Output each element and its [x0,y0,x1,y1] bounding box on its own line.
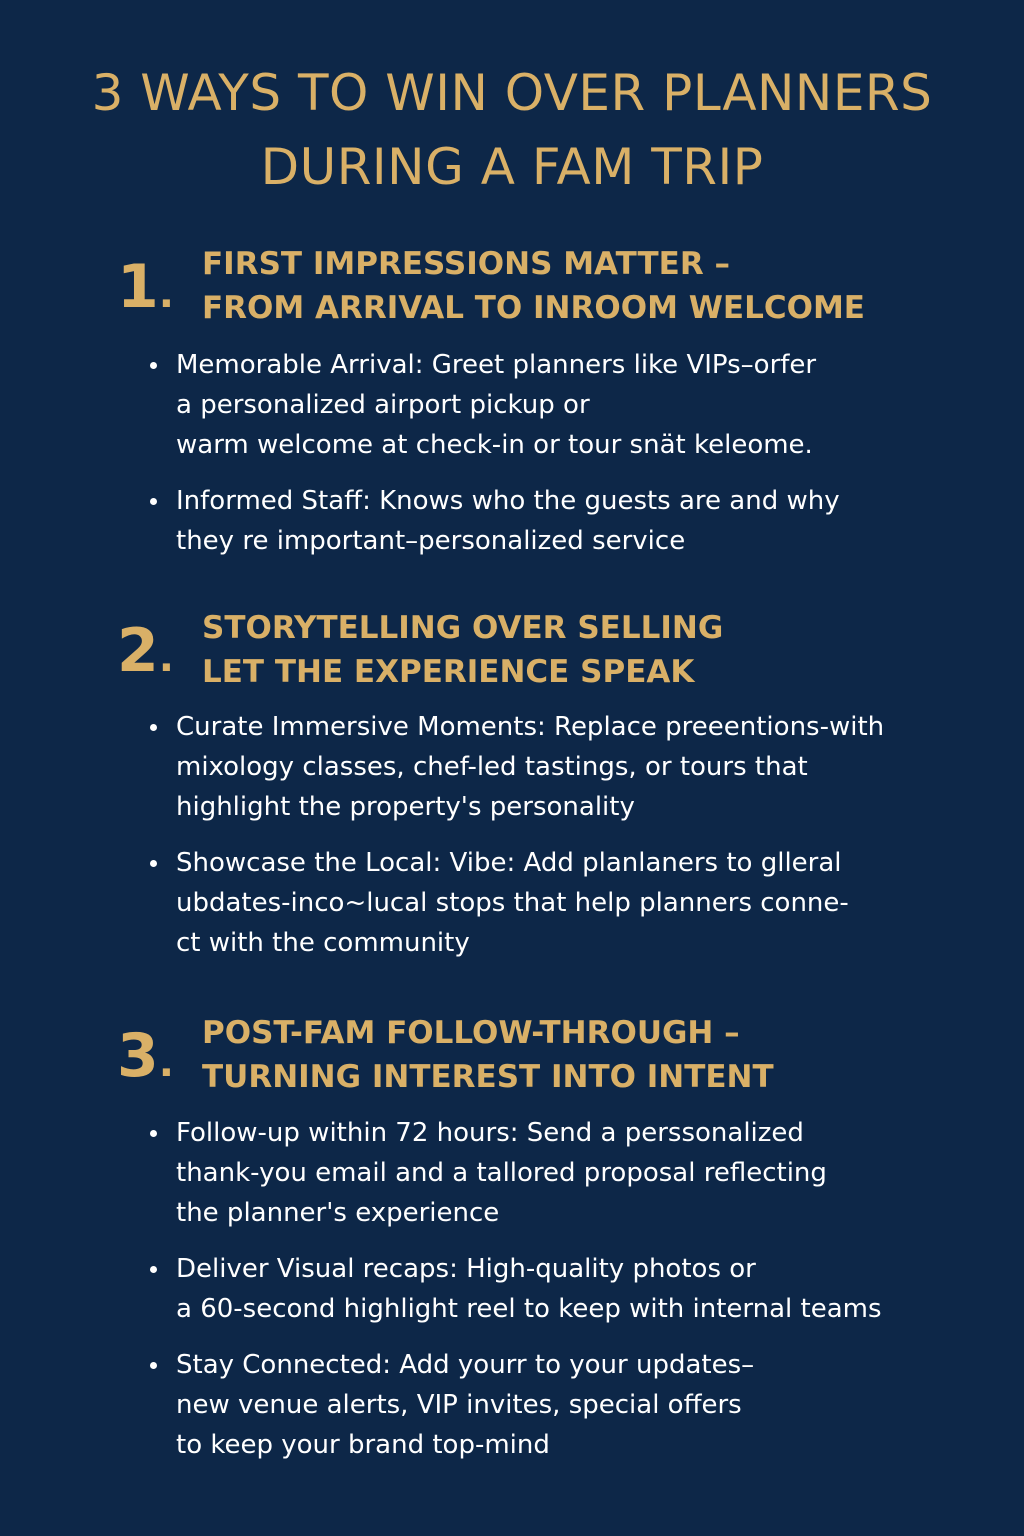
bullet-line: they re important–personalized service [176,526,686,556]
section-1-header [0,242,1024,342]
bullet-line: Informed Staff: Knows who the guests are and why [176,486,840,516]
bullet-informed-staff [150,481,1010,561]
bullet-dot [150,1362,157,1369]
bullet-line: Deliver Visual recaps: High-quality photos or [176,1254,756,1284]
bullet-line: ubdates-inco~lucal stops that help planners conne- [176,888,849,918]
section-2-heading [202,606,723,694]
bullet-line: ct with the community [176,928,470,958]
bullet-line: thank-you email and a tallored proposal reflecting [176,1158,827,1188]
bullet-line: warm welcome at check-in or tour snät keleome. [176,430,813,460]
bullet-line: new venue alerts, VIP invites, special offers [176,1390,742,1420]
bullet-dot [150,362,157,369]
bullet-line: Follow-up within 72 hours: Send a perssonalized [176,1118,804,1148]
bullet-line: a personalized airport pickup or [176,390,590,420]
section-3-heading-line-2: TURNING INTEREST INTO INTENT [202,1059,774,1095]
section-1-heading [202,242,865,330]
bullet-line: the planner's experience [176,1198,500,1228]
bullet-follow-up [150,1113,1010,1233]
section-2-bullets [150,707,1010,979]
section-3-heading [202,1011,774,1099]
title-line-2: DURING A FAM TRIP [260,138,764,196]
bullet-line: Memorable Arrival: Greet planners like VIPs–orfer [176,350,817,380]
bullet-line: highlight the property's personality [176,792,635,822]
bullet-line: Stay Connected: Add yourr to your updates– [176,1350,755,1380]
bullet-immersive-moments [150,707,1010,827]
bullet-stay-connected [150,1345,1010,1465]
bullet-visual-recaps [150,1249,1010,1329]
bullet-showcase-local [150,843,1010,963]
bullet-dot [150,1130,157,1137]
bullet-dot [150,724,157,731]
section-1-number: 1. [117,252,174,322]
title-line-1: 3 WAYS TO WIN OVER PLANNERS [91,64,933,122]
bullet-line: mixology classes, chef-led tastings, or tours that [176,752,808,782]
section-2-header [0,606,1024,706]
section-2-heading-line-2: LET THE EXPERIENCE SPEAK [202,654,695,690]
bullet-line: Curate Immersive Moments: Replace preeentions-with [176,712,885,742]
bullet-dot [150,498,157,505]
section-2-heading-line-1: STORYTELLING OVER SELLING [202,610,724,646]
bullet-memorable-arrival [150,345,1010,465]
section-1-heading-line-2: FROM ARRIVAL TO INROOM WELCOME [202,290,865,326]
bullet-line: Showcase the Local: Vibe: Add planlaners to glleral [176,848,842,878]
bullet-line: to keep your brand top-mind [176,1430,550,1460]
bullet-dot [150,860,157,867]
section-1-heading-line-1: FIRST IMPRESSIONS MATTER – [202,246,730,282]
section-2-number: 2. [117,616,174,686]
section-3-heading-line-1: POST-FAM FOLLOW-THROUGH – [202,1015,740,1051]
bullet-dot [150,1266,157,1273]
section-3-bullets [150,1113,1010,1481]
section-3-header [0,1011,1024,1111]
bullet-line: a 60-second highlight reel to keep with internal teams [176,1294,882,1324]
page-title [40,56,984,204]
section-3-number: 3. [117,1021,174,1091]
section-1-bullets [150,345,1010,577]
